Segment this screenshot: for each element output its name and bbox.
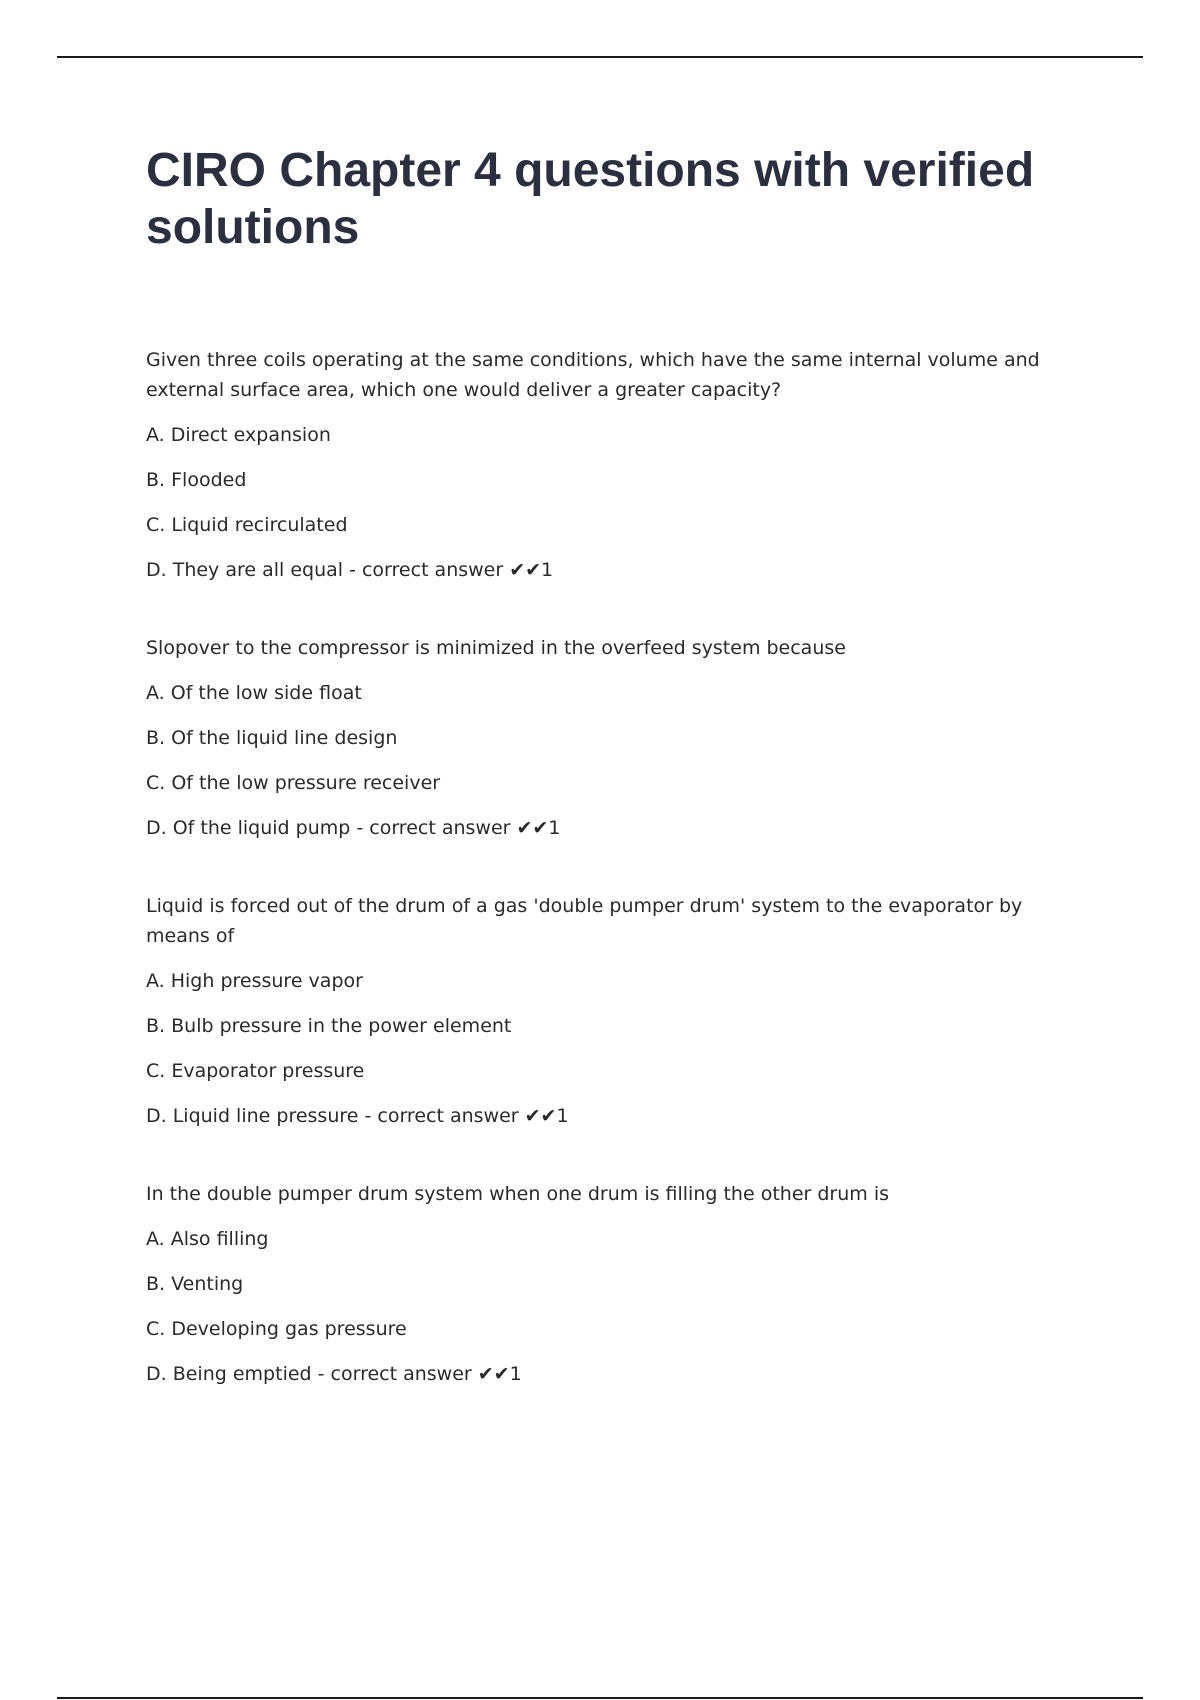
page-title: CIRO Chapter 4 questions with verified solutions bbox=[146, 144, 1035, 254]
option-c: C. Developing gas pressure bbox=[146, 1318, 407, 1340]
option-b: B. Of the liquid line design bbox=[146, 727, 398, 749]
option-b: B. Bulb pressure in the power element bbox=[146, 1015, 512, 1037]
option-c: C. Of the low pressure receiver bbox=[146, 772, 441, 794]
option-a: A. Also filling bbox=[146, 1228, 269, 1250]
option-a: A. High pressure vapor bbox=[146, 970, 363, 992]
bottom-rule bbox=[57, 1697, 1143, 1699]
option-a: A. Of the low side float bbox=[146, 682, 362, 704]
option-b: B. Venting bbox=[146, 1273, 244, 1295]
question-block-4 bbox=[146, 1179, 1086, 1389]
option-d-correct-answer: D. Of the liquid pump - correct answer ✔✔1 bbox=[146, 817, 561, 839]
question-text: In the double pumper drum system when one drum is filling the other drum is bbox=[146, 1183, 889, 1205]
option-d-correct-answer: D. Liquid line pressure - correct answer ✔✔1 bbox=[146, 1105, 569, 1127]
top-rule bbox=[57, 56, 1143, 58]
question-text: Liquid is forced out of the drum of a gas 'double pumper drum' system to the evaporator by means of bbox=[146, 895, 1023, 947]
option-c: C. Evaporator pressure bbox=[146, 1060, 365, 1082]
option-d-correct-answer: D. Being emptied - correct answer ✔✔1 bbox=[146, 1363, 522, 1385]
question-block-3 bbox=[146, 891, 1086, 1131]
option-a: A. Direct expansion bbox=[146, 424, 331, 446]
option-d-correct-answer: D. They are all equal - correct answer ✔✔1 bbox=[146, 559, 554, 581]
question-text: Given three coils operating at the same conditions, which have the same internal volume and external surface area, which one would deliver a greater capacity? bbox=[146, 349, 1040, 401]
questions-list bbox=[146, 345, 1086, 1437]
option-b: B. Flooded bbox=[146, 469, 247, 491]
question-block-1 bbox=[146, 345, 1086, 585]
question-block-2 bbox=[146, 633, 1086, 843]
question-text: Slopover to the compressor is minimized in the overfeed system because bbox=[146, 637, 846, 659]
option-c: C. Liquid recirculated bbox=[146, 514, 348, 536]
